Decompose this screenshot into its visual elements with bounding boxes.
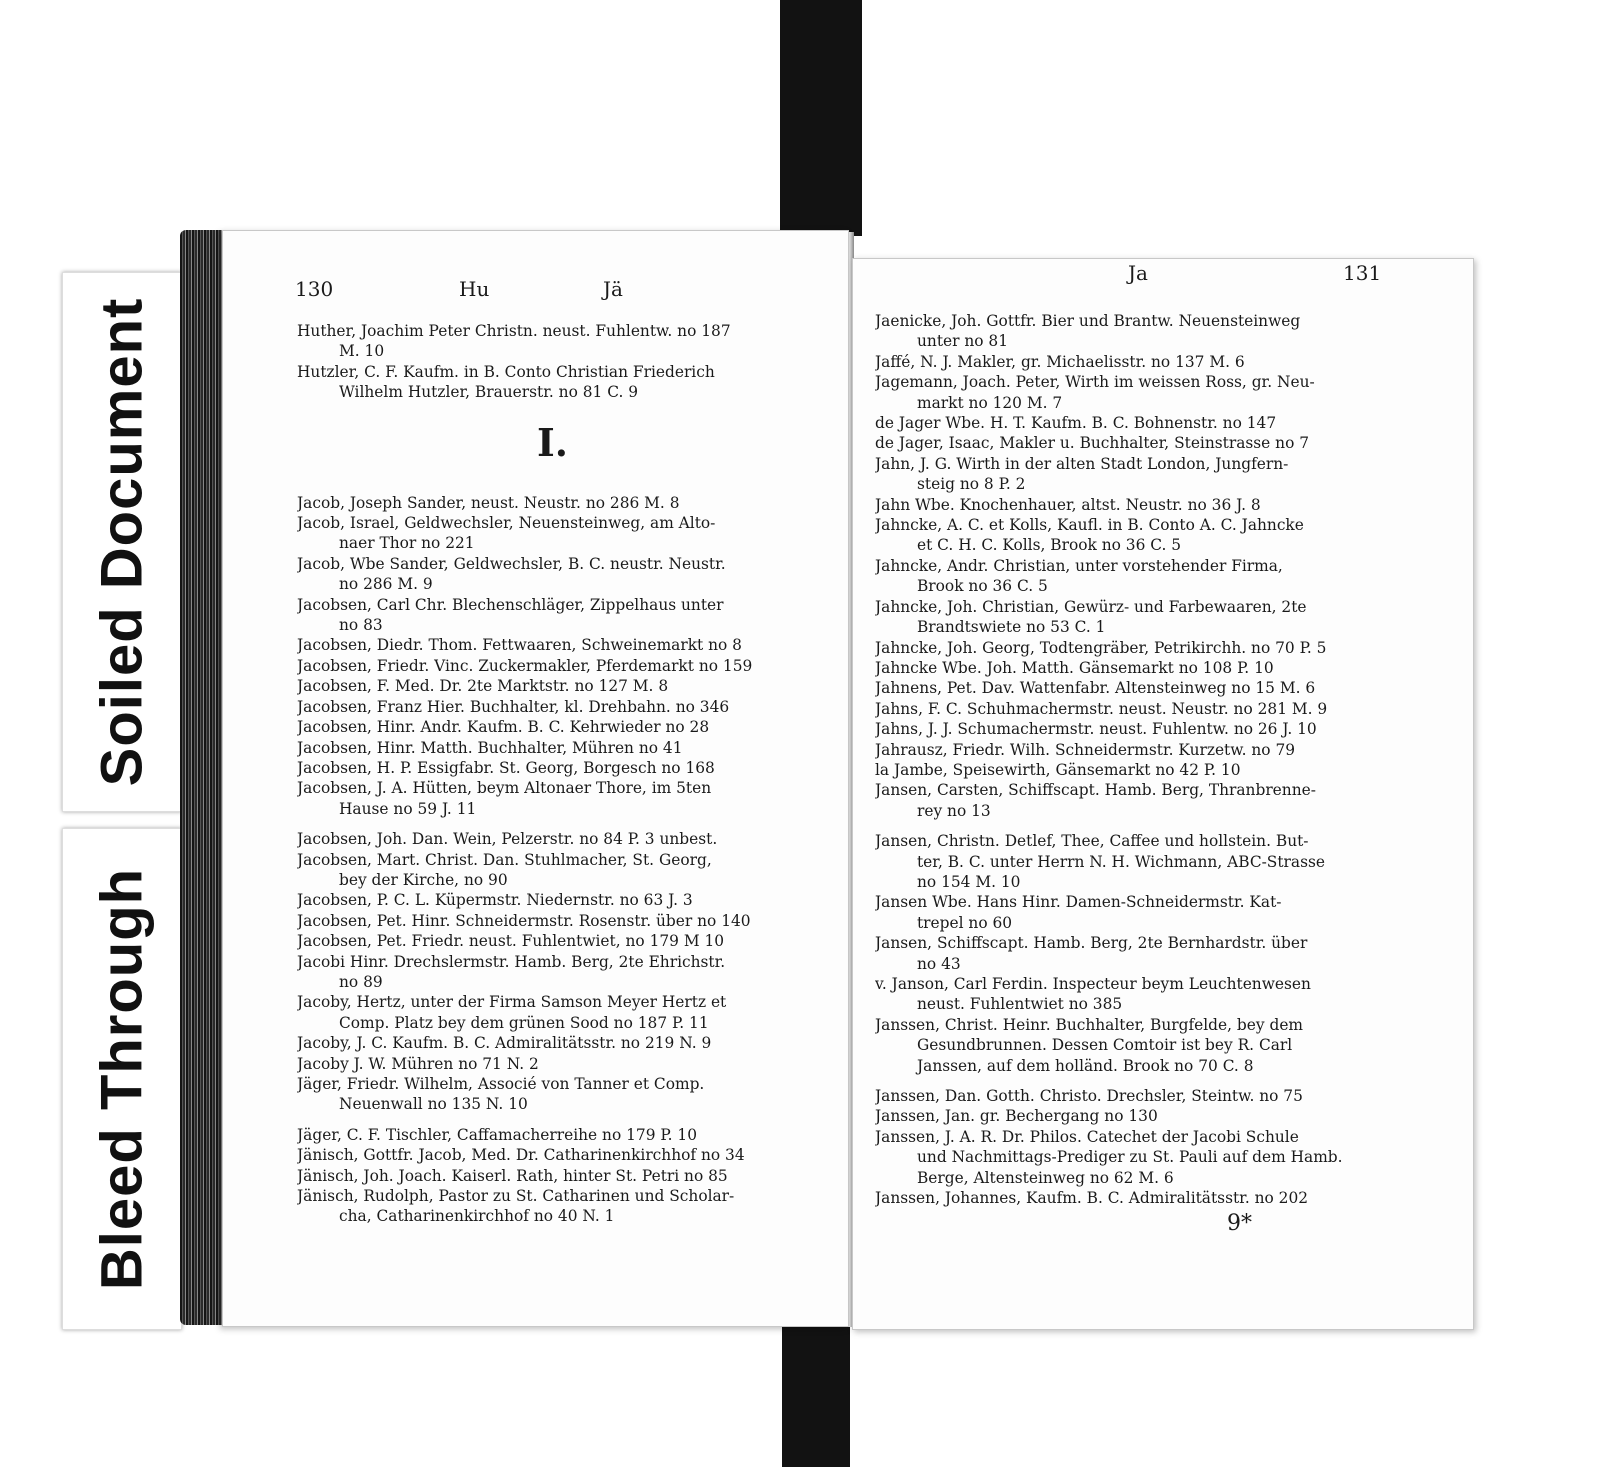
entry-line: Jahncke, Andr. Christian, unter vorstehender Firma,: [875, 556, 1283, 575]
left-head-start: Hu: [459, 277, 490, 301]
entry-line: Jansen, Schiffscapt. Hamb. Berg, 2te Bernhardstr. über: [875, 934, 1308, 953]
entry-line: Jahncke Wbe. Joh. Matth. Gänsemarkt no 108 P. 10: [875, 658, 1274, 677]
entry-line: Jäger, C. F. Tischler, Caffamacherreihe no 179 P. 10: [297, 1125, 698, 1144]
entry-line: Jahn, J. G. Wirth in der alten Stadt London, Jungfern-: [875, 454, 1289, 473]
directory-entry: [297, 1145, 808, 1165]
left-entries-after: [297, 493, 808, 1227]
label-tag-bleed: [62, 828, 182, 1330]
entry-line: Janssen, Christ. Heinr. Buchhalter, Burgfelde, bey dem: [875, 1015, 1304, 1034]
directory-entry: [875, 933, 1451, 974]
entry-continuation: rey no 13: [917, 801, 991, 820]
entry-continuation: no 286 M. 9: [339, 575, 433, 594]
entry-continuation: Berge, Altensteinweg no 62 M. 6: [917, 1168, 1174, 1187]
entry-line: Jacobsen, Joh. Dan. Wein, Pelzerstr. no 84 P. 3 unbest.: [297, 830, 718, 849]
entry-continuation: no 154 M. 10: [917, 872, 1021, 891]
entry-line: Jansen Wbe. Hans Hinr. Damen-Schneidermstr. Kat-: [875, 893, 1282, 912]
entry-continuation: ter, B. C. unter Herrn N. H. Wichmann, ABC-Strasse: [917, 852, 1325, 871]
directory-entry: [875, 1086, 1451, 1106]
entry-line: Jahncke, A. C. et Kolls, Kaufl. in B. Conto A. C. Jahncke: [875, 516, 1304, 535]
directory-entry: [875, 831, 1451, 892]
entry-line: Jacoby, J. C. Kaufm. B. C. Admiralitätsstr. no 219 N. 9: [297, 1034, 712, 1053]
entry-continuation: Brook no 36 C. 5: [917, 577, 1048, 596]
entry-line: Jacobsen, J. A. Hütten, beym Altonaer Thore, im 5ten: [297, 779, 712, 798]
directory-entry: [875, 678, 1451, 698]
directory-entry: [297, 952, 808, 993]
entry-continuation: no 43: [917, 954, 961, 973]
entry-continuation: trepel no 60: [917, 913, 1013, 932]
entry-continuation: Wilhelm Hutzler, Brauerstr. no 81 C. 9: [339, 383, 639, 402]
directory-entry: [875, 740, 1451, 760]
entry-line: Jacob, Joseph Sander, neust. Neustr. no 286 M. 8: [297, 493, 680, 512]
entry-line: Jacobsen, Pet. Friedr. neust. Fuhlentwiet, no 179 M 10: [297, 932, 725, 951]
directory-entry: [297, 1033, 808, 1053]
entry-line: Jacobi Hinr. Drechslermstr. Hamb. Berg, 2te Ehrichstr.: [297, 952, 726, 971]
directory-entry: [875, 352, 1451, 372]
directory-entry: [297, 1186, 808, 1227]
entry-line: Jäger, Friedr. Wilhelm, Associé von Tanner et Comp.: [297, 1075, 705, 1093]
directory-entry: [297, 717, 808, 737]
entry-line: Hutzler, C. F. Kaufm. in B. Conto Christian Friederich: [297, 362, 715, 381]
entry-line: Jänisch, Joh. Joach. Kaiserl. Rath, hinter St. Petri no 85: [297, 1166, 728, 1185]
entry-line: Jagemann, Joach. Peter, Wirth im weissen Ross, gr. Neu-: [875, 373, 1315, 392]
directory-entry: [875, 638, 1451, 658]
entry-line: Jacobsen, Pet. Hinr. Schneidermstr. Rosenstr. über no 140: [297, 911, 751, 930]
entry-line: Jaffé, N. J. Makler, gr. Michaelisstr. no 137 M. 6: [875, 352, 1245, 371]
entry-continuation: markt no 120 M. 7: [917, 393, 1063, 412]
book-page-edges: [180, 230, 224, 1325]
directory-entry: [875, 1127, 1451, 1188]
directory-entry: [297, 321, 808, 362]
label-tag-soiled: [62, 272, 182, 812]
directory-entry: [875, 658, 1451, 678]
entry-continuation: Hause no 59 J. 11: [339, 799, 477, 818]
entry-continuation: steig no 8 P. 2: [917, 475, 1026, 494]
entry-line: la Jambe, Speisewirth, Gänsemarkt no 42 P. 10: [875, 760, 1241, 779]
entry-line: Huther, Joachim Peter Christn. neust. Fuhlentw. no 187: [297, 322, 731, 340]
directory-entry: [297, 676, 808, 696]
entry-line: Jacob, Wbe Sander, Geldwechsler, B. C. neustr. Neustr.: [297, 554, 726, 573]
directory-entry: [297, 850, 808, 891]
entry-line: Jansen, Christn. Detlef, Thee, Caffee und hollstein. But-: [875, 832, 1309, 851]
directory-entry: [297, 656, 808, 676]
entry-line: Jacobsen, Mart. Christ. Dan. Stuhlmacher, St. Georg,: [297, 850, 712, 869]
directory-entry: [875, 433, 1451, 453]
entry-line: Jacobsen, Hinr. Andr. Kaufm. B. C. Kehrwieder no 28: [297, 718, 710, 737]
entry-line: Jacobsen, Hinr. Matth. Buchhalter, Mühren no 41: [297, 738, 683, 757]
left-page-number: 130: [295, 277, 334, 301]
entry-line: Jänisch, Rudolph, Pastor zu St. Catharinen und Scholar-: [297, 1187, 735, 1206]
entry-continuation: Neuenwall no 135 N. 10: [339, 1095, 528, 1114]
entry-continuation: unter no 81: [917, 332, 1009, 351]
directory-entry: [875, 892, 1451, 933]
directory-entry: [297, 595, 808, 636]
entry-line: Jacobsen, Friedr. Vinc. Zuckermakler, Pferdemarkt no 159: [297, 656, 753, 675]
directory-entry: [875, 1106, 1451, 1126]
entry-continuation: no 83: [339, 616, 383, 635]
entry-continuation: et C. H. C. Kolls, Brook no 36 C. 5: [917, 536, 1182, 555]
binding-strap-top: [780, 0, 862, 236]
directory-entry: [297, 1166, 808, 1186]
entry-continuation: naer Thor no 221: [339, 534, 475, 553]
directory-entry: [297, 1125, 808, 1145]
entry-line: de Jager, Isaac, Makler u. Buchhalter, Steinstrasse no 7: [875, 434, 1310, 453]
entry-continuation: Comp. Platz bey dem grünen Sood no 187 P. 11: [339, 1013, 709, 1032]
entry-continuation: Brandtswiete no 53 C. 1: [917, 618, 1106, 637]
directory-entry: [297, 493, 808, 513]
directory-entry: [875, 372, 1451, 413]
left-entries: [297, 321, 808, 1227]
entry-line: Jänisch, Gottfr. Jacob, Med. Dr. Catharinenkirchhof no 34: [297, 1146, 745, 1165]
entry-continuation: cha, Catharinenkirchhof no 40 N. 1: [339, 1207, 615, 1226]
section-letter: I.: [536, 419, 568, 465]
entry-continuation: Janssen, auf dem holländ. Brook no 70 C. 8: [917, 1056, 1254, 1075]
directory-entry: [297, 931, 808, 951]
entry-line: Jahns, F. C. Schuhmachermstr. neust. Neustr. no 281 M. 9: [875, 699, 1328, 718]
entry-line: Jacobsen, Carl Chr. Blechenschläger, Zippelhaus unter: [297, 595, 724, 614]
directory-entry: [297, 697, 808, 717]
right-head: Ja: [1128, 261, 1148, 285]
directory-entry: [875, 311, 1451, 352]
binding-strap-bottom: [782, 1312, 850, 1467]
directory-entry: [875, 1015, 1451, 1076]
directory-entry: [297, 992, 808, 1033]
directory-entry: [297, 758, 808, 778]
entry-line: Jacobsen, P. C. L. Küpermstr. Niedernstr. no 63 J. 3: [297, 891, 693, 910]
directory-entry: [297, 829, 808, 849]
directory-entry: [297, 635, 808, 655]
directory-entry: [297, 1054, 808, 1074]
entry-continuation: Gesundbrunnen. Dessen Comtoir ist bey R. Carl: [917, 1036, 1293, 1055]
entry-line: Jacob, Israel, Geldwechsler, Neuensteinweg, am Alto-: [297, 514, 716, 533]
directory-entry: [297, 554, 808, 595]
directory-entry: [875, 780, 1451, 821]
entry-continuation: bey der Kirche, no 90: [339, 870, 508, 889]
entry-line: Jaenicke, Joh. Gottfr. Bier und Brantw. Neuensteinweg: [875, 312, 1301, 330]
signature-mark: 9*: [1227, 1211, 1252, 1236]
left-entries-before: [297, 321, 808, 403]
directory-entry: [297, 911, 808, 931]
directory-entry: [297, 890, 808, 910]
entry-continuation: no 89: [339, 972, 383, 991]
right-page: [852, 258, 1474, 1330]
directory-entry: [875, 495, 1451, 515]
entry-line: Jacobsen, Diedr. Thom. Fettwaaren, Schweinemarkt no 8: [297, 636, 742, 655]
directory-entry: [875, 974, 1451, 1015]
left-head-end: Jä: [603, 277, 623, 301]
entry-line: Janssen, J. A. R. Dr. Philos. Catechet der Jacobi Schule: [875, 1127, 1299, 1146]
left-page: [222, 230, 849, 1327]
directory-entry: [875, 454, 1451, 495]
right-entries-list: [875, 311, 1451, 1208]
entry-line: Jahnens, Pet. Dav. Wattenfabr. Altensteinweg no 15 M. 6: [875, 679, 1316, 698]
directory-entry: [297, 778, 808, 819]
entry-line: Jahncke, Joh. Christian, Gewürz- und Farbewaaren, 2te: [875, 597, 1307, 616]
directory-entry: [875, 760, 1451, 780]
directory-entry: [875, 515, 1451, 556]
directory-entry: [297, 362, 808, 403]
bleed-through-label: Bleed Through: [89, 867, 155, 1291]
directory-entry: [875, 699, 1451, 719]
right-entries: [875, 311, 1451, 1208]
entry-line: Jacobsen, H. P. Essigfabr. St. Georg, Borgesch no 168: [297, 758, 715, 777]
entry-line: Janssen, Johannes, Kaufm. B. C. Admiralitätsstr. no 202: [875, 1189, 1309, 1208]
entry-line: Jahrausz, Friedr. Wilh. Schneidermstr. Kurzetw. no 79: [875, 740, 1296, 759]
soiled-document-label: Soiled Document: [89, 297, 155, 787]
directory-entry: [297, 513, 808, 554]
entry-line: Jahncke, Joh. Georg, Todtengräber, Petrikirchh. no 70 P. 5: [875, 638, 1327, 657]
entry-continuation: und Nachmittags-Prediger zu St. Pauli auf dem Hamb.: [917, 1148, 1343, 1167]
entry-line: Jansen, Carsten, Schiffscapt. Hamb. Berg, Thranbrenne-: [875, 781, 1316, 800]
entry-line: Jacoby J. W. Mühren no 71 N. 2: [297, 1054, 539, 1073]
right-page-number: 131: [1343, 261, 1382, 285]
directory-entry: [875, 597, 1451, 638]
entry-line: Jacobsen, F. Med. Dr. 2te Marktstr. no 127 M. 8: [297, 677, 669, 696]
entry-line: de Jager Wbe. H. T. Kaufm. B. C. Bohnenstr. no 147: [875, 414, 1277, 433]
directory-entry: [875, 719, 1451, 739]
entry-continuation: neust. Fuhlentwiet no 385: [917, 995, 1123, 1014]
directory-entry: [875, 1188, 1451, 1208]
entry-line: Janssen, Dan. Gotth. Christo. Drechsler, Steintw. no 75: [875, 1087, 1303, 1106]
directory-entry: [297, 1074, 808, 1115]
entry-line: Jahns, J. J. Schumachermstr. neust. Fuhlentw. no 26 J. 10: [875, 720, 1317, 739]
entry-line: v. Janson, Carl Ferdin. Inspecteur beym Leuchtenwesen: [875, 975, 1311, 993]
left-running-head: [223, 277, 848, 307]
right-running-head: [853, 261, 1473, 291]
directory-entry: [297, 738, 808, 758]
entry-line: Jacoby, Hertz, unter der Firma Samson Meyer Hertz et: [297, 993, 727, 1012]
entry-continuation: M. 10: [339, 342, 385, 361]
entry-line: Jacobsen, Franz Hier. Buchhalter, kl. Drehbahn. no 346: [297, 697, 730, 716]
entry-line: Janssen, Jan. gr. Bechergang no 130: [875, 1107, 1158, 1126]
directory-entry: [875, 413, 1451, 433]
directory-entry: [875, 556, 1451, 597]
entry-line: Jahn Wbe. Knochenhauer, altst. Neustr. no 36 J. 8: [875, 495, 1261, 514]
